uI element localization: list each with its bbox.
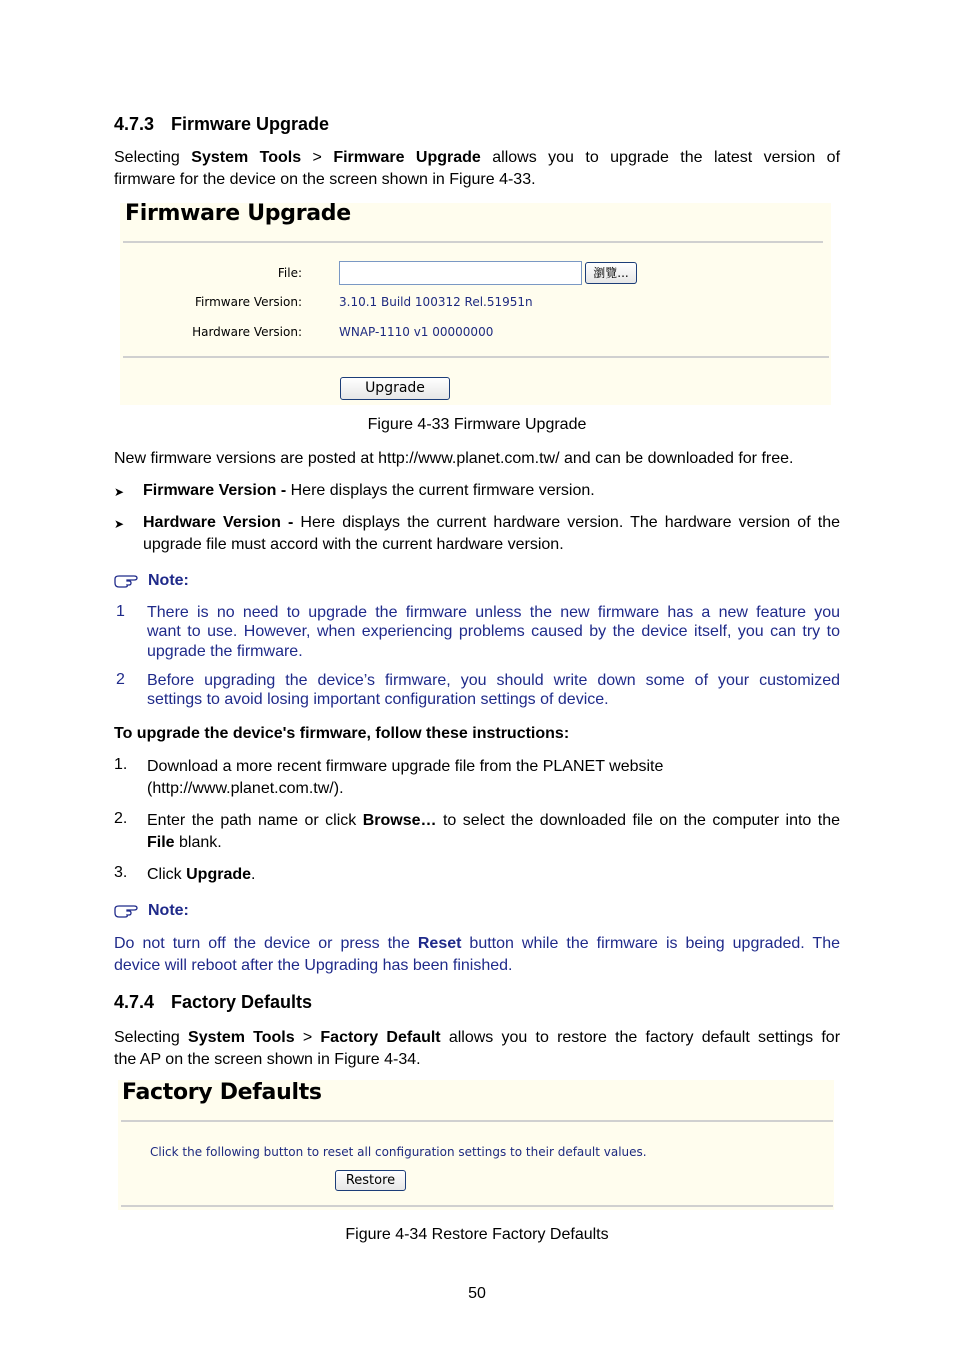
- upgrade-button[interactable]: Upgrade: [340, 377, 450, 400]
- intro-paragraph-line1: [114, 147, 840, 169]
- firmware-version-value: 3.10.1 Build 100312 Rel.51951n: [339, 295, 533, 309]
- step-2-line2: [147, 832, 840, 854]
- note-item-2-line1: Before upgrading the device’s firmware, you should write down some of your customized: [147, 672, 840, 689]
- note-label: Note:: [148, 572, 189, 589]
- browse-button[interactable]: 瀏覽...: [585, 262, 637, 284]
- page-number: 50: [468, 1285, 486, 1302]
- bold-text: System Tools: [191, 149, 302, 166]
- reset-message: Click the following button to reset all configuration settings to their default values.: [150, 1145, 647, 1159]
- step-1-line2: (http://www.planet.com.tw/).: [147, 780, 344, 797]
- pointing-hand-icon: [114, 901, 140, 919]
- bold-text: Hardware Version -: [143, 514, 301, 531]
- step-1-line1: Download a more recent firmware upgrade file from the PLANET website: [147, 758, 664, 775]
- bold-text: Firmware Upgrade: [333, 149, 481, 166]
- text: >: [294, 1029, 321, 1046]
- text: .: [251, 866, 256, 883]
- text: Click: [147, 866, 187, 883]
- note-item-1-line1: There is no need to upgrade the firmware unless the new firmware has a new feature you: [147, 604, 840, 621]
- bold-text: Firmware Version -: [143, 482, 291, 499]
- screen-title: Factory Defaults: [122, 1080, 322, 1105]
- text: Here displays the current firmware version.: [290, 482, 595, 499]
- step-2-line1: [147, 810, 840, 832]
- file-label: File:: [277, 266, 302, 280]
- text: button while the firmware is being upgraded. The: [461, 935, 841, 952]
- bullet-item-hardware-version: [143, 512, 840, 534]
- figure-caption: Figure 4-34 Restore Factory Defaults: [345, 1226, 609, 1243]
- firmware-upgrade-screenshot: [120, 203, 831, 405]
- section-title: Firmware Upgrade: [171, 114, 330, 134]
- text: Here displays the current hardware version. The hardware version of the: [300, 514, 841, 531]
- instructions-heading: To upgrade the device's firmware, follow these instructions:: [114, 725, 570, 742]
- bold-text: Factory Default: [320, 1029, 441, 1046]
- step-3: [147, 864, 840, 886]
- note-warning-line1: [114, 933, 840, 955]
- divider: [123, 356, 829, 358]
- bullet-arrow-icon: ➤: [114, 485, 125, 499]
- text: to select the downloaded file on the computer into the: [436, 812, 841, 829]
- bold-text: Browse…: [362, 812, 437, 829]
- text: allows you to restore the factory default settings for: [440, 1029, 841, 1046]
- note-item-number: 1: [116, 603, 125, 620]
- text: >: [301, 149, 334, 166]
- note-item-number: 2: [116, 671, 125, 688]
- step-number: 3.: [114, 864, 128, 881]
- section-heading-firmware-upgrade: [114, 114, 329, 135]
- new-firmware-paragraph: New firmware versions are posted at http://www.planet.com.tw/ and can be downloaded for free.: [114, 450, 794, 467]
- section-number: 4.7.4: [114, 992, 155, 1012]
- text: allows you to upgrade the latest version of: [480, 149, 841, 166]
- section-heading-factory-defaults: [114, 992, 312, 1013]
- bold-text: Reset: [417, 935, 462, 952]
- divider: [123, 241, 823, 243]
- note-warning-line2: device will reboot after the Upgrading has been finished.: [114, 957, 513, 974]
- bold-text: System Tools: [188, 1029, 295, 1046]
- hardware-version-value: WNAP-1110 v1 00000000: [339, 325, 494, 339]
- text: Do not turn off the device or press the: [114, 935, 418, 952]
- note-item-1-line2: want to use. However, when experiencing problems caused by the device itself, you can try to: [147, 623, 840, 640]
- bold-text: Upgrade: [186, 866, 252, 883]
- factory-defaults-screenshot: [118, 1080, 834, 1210]
- text: Selecting: [114, 149, 192, 166]
- screen-title: Firmware Upgrade: [125, 201, 351, 226]
- section-title: Factory Defaults: [171, 992, 313, 1012]
- section-number: 4.7.3: [114, 114, 155, 134]
- note-label: Note:: [148, 902, 189, 919]
- hardware-version-label: Hardware Version:: [192, 325, 302, 339]
- step-number: 1.: [114, 756, 128, 773]
- bullet-item-hardware-version-line2: upgrade file must accord with the current hardware version.: [143, 536, 564, 553]
- file-input[interactable]: [339, 261, 582, 285]
- note-item-1-line3: upgrade the firmware.: [147, 643, 303, 660]
- restore-button[interactable]: Restore: [335, 1170, 406, 1191]
- intro-paragraph-line1: [114, 1027, 840, 1049]
- text: blank.: [174, 834, 222, 851]
- note-item-2-line2: settings to avoid losing important configuration settings of device.: [147, 691, 609, 708]
- text: Selecting: [114, 1029, 189, 1046]
- intro-paragraph-line2: the AP on the screen shown in Figure 4-34.: [114, 1051, 421, 1068]
- step-number: 2.: [114, 810, 128, 827]
- pointing-hand-icon: [114, 571, 140, 589]
- intro-paragraph-line2: firmware for the device on the screen shown in Figure 4-33.: [114, 171, 536, 188]
- bullet-arrow-icon: ➤: [114, 517, 125, 531]
- bold-text: File: [147, 834, 175, 851]
- text: Enter the path name or click: [147, 812, 363, 829]
- divider: [121, 1205, 833, 1207]
- divider: [121, 1120, 833, 1122]
- firmware-version-label: Firmware Version:: [195, 295, 302, 309]
- bullet-item-firmware-version: [143, 480, 840, 502]
- figure-caption: Figure 4-33 Firmware Upgrade: [367, 416, 587, 433]
